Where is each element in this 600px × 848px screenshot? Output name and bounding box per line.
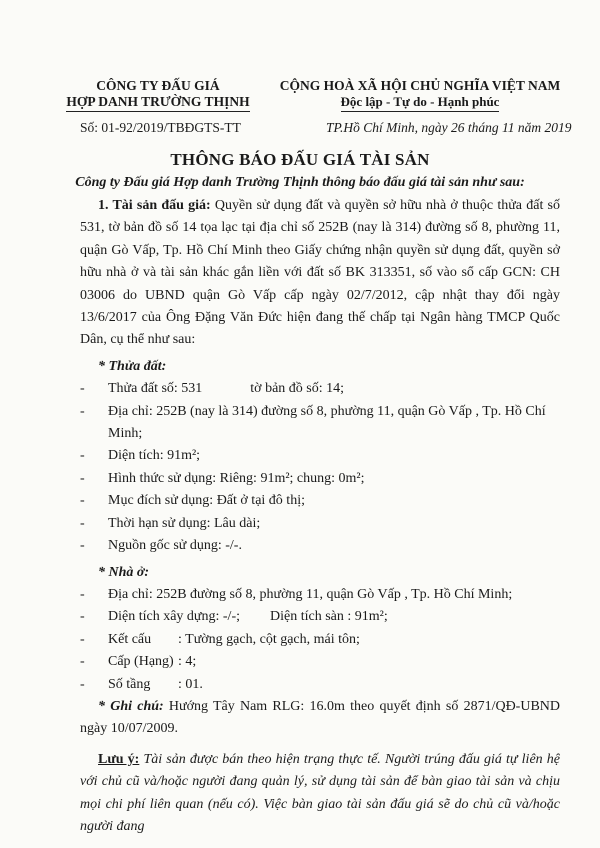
house-floors-value: : 01. (178, 676, 203, 692)
list-item: - Kết cấu : Tường gạch, cột gạch, mái tôn; (80, 629, 560, 651)
land-map-sheet: tờ bản đồ số: 14; (250, 381, 345, 397)
document-body (80, 195, 560, 838)
reference-number: Số: 01-92/2019/TBĐGTS-TT (80, 120, 241, 135)
document-subtitle: Công ty Đấu giá Hợp danh Trường Thịnh thông báo đấu giá tài sản như sau: (75, 175, 525, 190)
company-name-line2: HỢP DANH TRƯỜNG THỊNH (66, 94, 249, 112)
house-built-area: Diện tích xây dựng: -/-; (108, 609, 241, 625)
list-item: - Địa chỉ: 252B (nay là 314) đường số 8, phường 11, quận Gò Vấp , Tp. Hồ Chí Minh; (80, 401, 560, 446)
document-title: THÔNG BÁO ĐẤU GIÁ TÀI SẢN (170, 150, 430, 169)
land-plot: Thửa đất số: 531 (108, 381, 203, 397)
national-motto: Độc lập - Tự do - Hạnh phúc (341, 94, 500, 112)
land-heading: * Thửa đất: (98, 358, 167, 374)
asset-text: Quyền sử dụng đất và quyền sở hữu nhà ở thuộc thửa đất số 531, tờ bản đồ số 14 tọa lạc tại địa chỉ số 252B (nay là 314) đường số 8, phường 11, quận Gò Vấp, Tp. Hồ Chí Minh theo Giấy chứng nhận quyền sử dụng đất, quyền sở hữu nhà ở và tài sản khác gắn liền với đất số BK 313351, số vào sổ cấp GCN: CH 03006 do UBND quận Gò Vấp cấp ngày 02/7/2012, cập nhật thay đổi ngày 13/6/2017 của Ông Đặng Văn Đức hiện đang thế chấp tại Ngân hàng TMCP Quốc Dân, cụ thể như sau: (80, 198, 560, 348)
land-purpose: Mục đích sử dụng: Đất ở tại đô thị; (108, 493, 305, 509)
list-item: - Diện tích: 91m²; (80, 445, 560, 467)
caution-text: Tài sản được bán theo hiện trạng thực tế. Người trúng đấu giá tự liên hệ với chủ cũ và/hoặc người đang quản lý, sử dụng tài sản để bàn giao tài sản và chịu mọi chi phí liên quan (nếu có). Việc bàn giao tài sản đấu giá sẽ do chủ cũ và/hoặc người đang (80, 751, 561, 834)
company-name-line1: CÔNG TY ĐẤU GIÁ (96, 78, 220, 93)
house-floor-area: Diện tích sàn : 91m²; (270, 609, 388, 625)
nation-title: CỘNG HOÀ XÃ HỘI CHỦ NGHĨA VIỆT NAM (279, 78, 561, 93)
note-paragraph (80, 696, 560, 741)
land-origin: Nguồn gốc sử dụng: -/-. (108, 538, 242, 554)
list-item: - Thửa đất số: 531 tờ bản đồ số: 14; (80, 381, 345, 397)
asset-label: 1. Tài sản đấu giá: (98, 198, 211, 213)
house-grade-value: : 4; (178, 654, 197, 670)
house-heading: * Nhà ở: (98, 564, 150, 580)
list-item: - Thời hạn sử dụng: Lâu dài; (80, 513, 560, 535)
land-term: Thời hạn sử dụng: Lâu dài; (108, 515, 261, 531)
list-item: - Mục đích sử dụng: Đất ở tại đô thị; (80, 490, 560, 512)
asset-paragraph (80, 195, 560, 352)
house-floors-label: Số tầng (108, 676, 151, 692)
house-structure-value: : Tường gạch, cột gạch, mái tôn; (178, 631, 360, 647)
caution-paragraph (80, 749, 560, 839)
note-text: Hướng Tây Nam RLG: 16.0m theo quyết định số 2871/QĐ-UBND ngày 10/07/2009. (80, 698, 561, 737)
list-item: - Nguồn gốc sử dụng: -/-. (80, 535, 560, 557)
company-header (58, 78, 258, 112)
list-item: - Diện tích xây dựng: -/-; Diện tích sàn : 91m²; (80, 609, 388, 625)
house-grade-label: Cấp (Hạng) (108, 654, 174, 670)
land-area: Diện tích: 91m²; (108, 448, 201, 464)
list-item: - Hình thức sử dụng: Riêng: 91m²; chung: 0m²; (80, 468, 560, 490)
land-address: Địa chỉ: 252B (nay là 314) đường số 8, phường 11, quận Gò Vấp , Tp. Hồ Chí Minh; (108, 403, 546, 442)
land-use-form: Hình thức sử dụng: Riêng: 91m²; chung: 0m²; (108, 470, 365, 486)
house-address: Địa chỉ: 252B đường số 8, phường 11, quận Gò Vấp , Tp. Hồ Chí Minh; (108, 586, 513, 602)
list-item: - Số tầng : 01. (80, 674, 560, 696)
date-line: TP.Hồ Chí Minh, ngày 26 tháng 11 năm 2019 (326, 120, 572, 135)
note-label: * Ghi chú: (98, 698, 164, 714)
national-header (270, 78, 570, 112)
caution-label: Lưu ý: (98, 751, 140, 767)
list-item: - Địa chỉ: 252B đường số 8, phường 11, quận Gò Vấp , Tp. Hồ Chí Minh; (80, 584, 560, 606)
house-structure-label: Kết cấu (108, 631, 152, 647)
list-item: - Cấp (Hạng) : 4; (80, 651, 560, 673)
